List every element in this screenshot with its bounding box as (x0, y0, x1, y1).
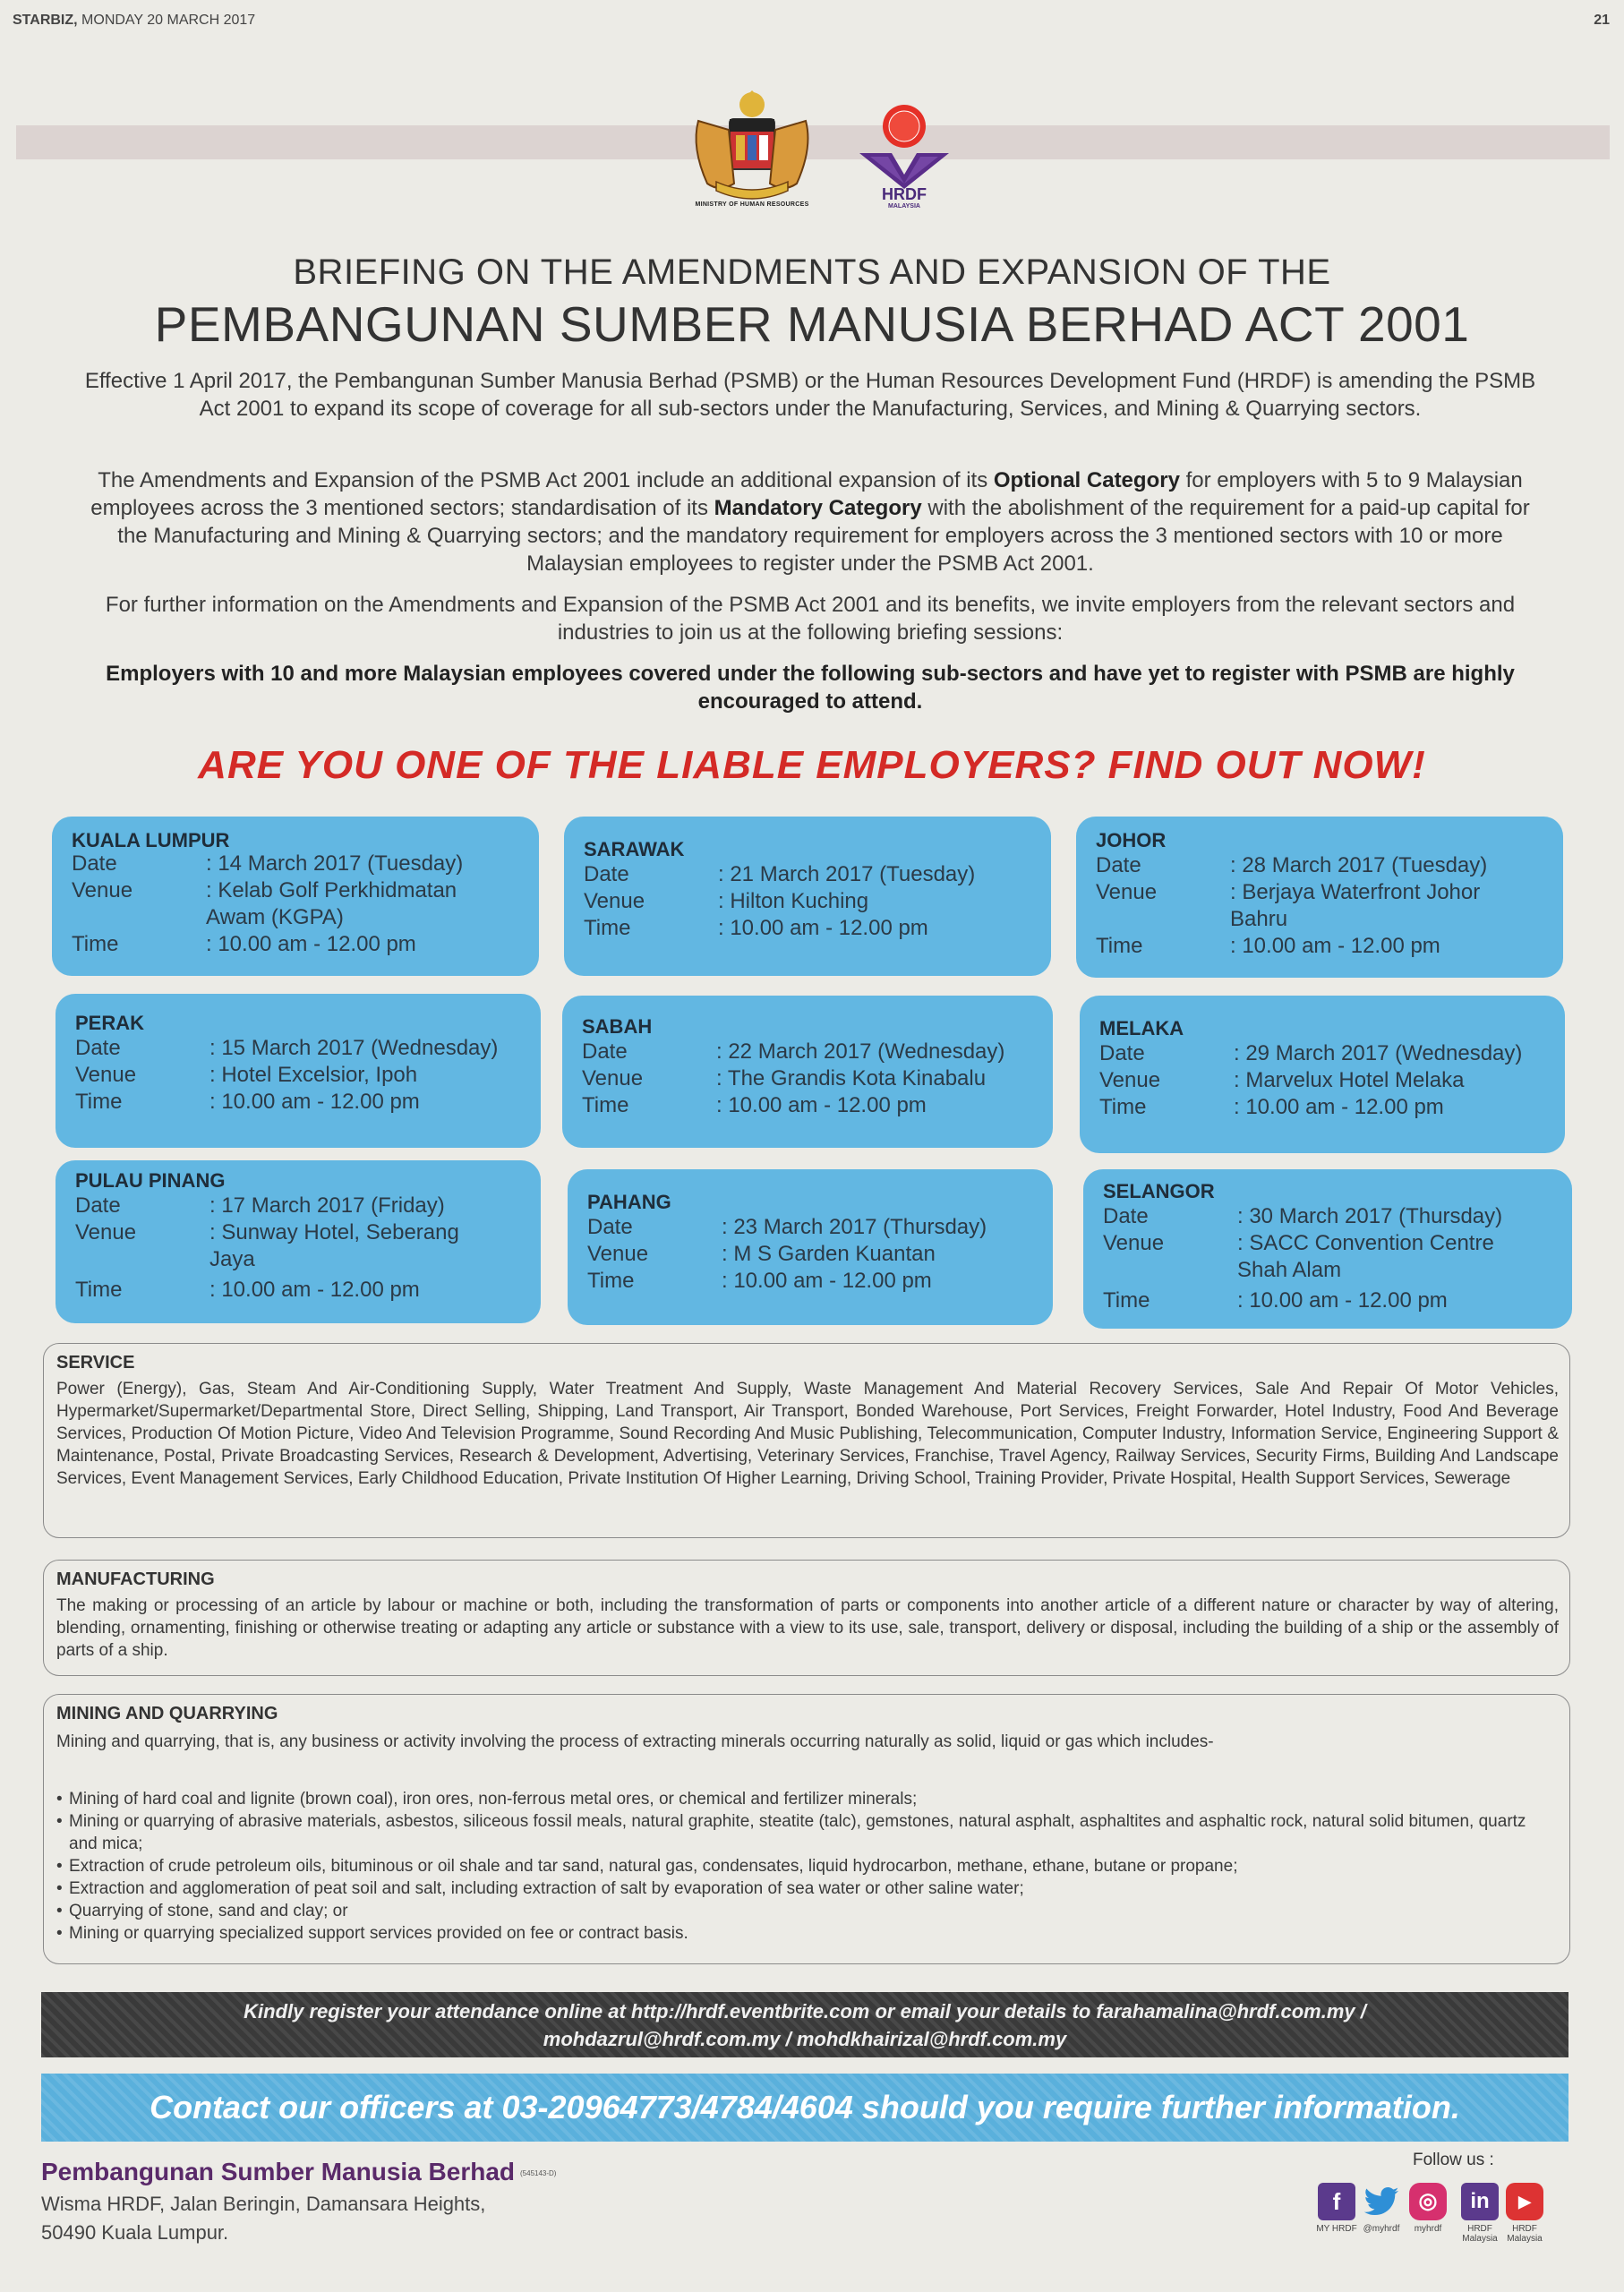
service-heading: SERVICE (56, 1353, 135, 1373)
session-card-johor: JOHOR Date : 28 March 2017 (Tuesday) Venue : Berjaya Waterfront Johor Bahru Time : 10.00 am - 12.00 pm (1076, 817, 1563, 978)
session-date: : 28 March 2017 (Tuesday) (1230, 853, 1488, 877)
session-date: : 17 March 2017 (Friday) (209, 1193, 445, 1218)
session-card-perak: PERAK Date : 15 March 2017 (Wednesday) Venue : Hotel Excelsior, Ipoh Time : 10.00 am - 12.00 pm (56, 994, 541, 1148)
session-region: PULAU PINANG (75, 1169, 226, 1192)
page-title: PEMBANGUNAN SUMBER MANUSIA BERHAD ACT 2001 (154, 296, 1470, 352)
session-venue: : Marvelux Hotel Melaka (1234, 1068, 1465, 1092)
session-venue: : The Grandis Kota Kinabalu (716, 1066, 987, 1090)
session-time: : 10.00 am - 12.00 pm (1230, 934, 1440, 958)
social-label: MY HRDF (1316, 2224, 1357, 2234)
ministry-caption: MINISTRY OF HUMAN RESOURCES (695, 201, 809, 208)
session-time: : 10.00 am - 12.00 pm (716, 1093, 927, 1117)
session-date: : 15 March 2017 (Wednesday) (209, 1036, 499, 1060)
intro-paragraph-1: Effective 1 April 2017, the Pembangunan Sumber Manusia Berhad (PSMB) or the Human Resources Development Fund (HRDF) is amending the PSMB Act 2001 to expand its scope of coverage for all sub-sectors under the Manufacturing, Services, and Mining & Quarrying sectors. (84, 369, 1536, 421)
session-time: : 10.00 am - 12.00 pm (718, 916, 928, 940)
session-card-pulau-pinang: PULAU PINANG Date : 17 March 2017 (Friday) Venue : Sunway Hotel, Seberang Jaya Time : 10.00 am - 12.00 pm (56, 1160, 541, 1323)
intro-paragraph-4: Employers with 10 and more Malaysian employees covered under the following sub-sectors and have yet to register with PSMB are highly encouraged to attend. (106, 662, 1515, 714)
session-card-sabah: SABAH Date : 22 March 2017 (Wednesday) Venue : The Grandis Kota Kinabalu Time : 10.00 am - 12.00 pm (562, 996, 1053, 1148)
session-region: JOHOR (1096, 829, 1167, 851)
logos (0, 85, 1624, 228)
optional-category: Optional Category (993, 468, 1180, 492)
session-time: : 10.00 am - 12.00 pm (1237, 1288, 1448, 1313)
manufacturing-text: The making or processing of an article by labour or machine or both, including the transformation of parts or components into another article of a different nature or character by way of altering, blending, ornamenting, finishing or otherwise treating or adapting any article or substance with a view to its use, sale, transport, delivery or disposal, including the building of a ship or the assembly of parts of a ship. (56, 1596, 1559, 1660)
social-label: myhrdf (1414, 2224, 1442, 2234)
session-card-melaka: MELAKA Date : 29 March 2017 (Wednesday) Venue : Marvelux Hotel Melaka Time : 10.00 am - 12.00 pm (1080, 996, 1565, 1153)
session-card-kuala-lumpur: KUALA LUMPUR Date : 14 March 2017 (Tuesday) Venue : Kelab Golf Perkhidmatan Awam (KGPA) Time : 10.00 am - 12.00 pm (52, 817, 539, 976)
linkedin-icon[interactable]: in (1461, 2183, 1499, 2220)
session-date: : 23 March 2017 (Thursday) (722, 1215, 987, 1239)
list-item: • Mining of hard coal and lignite (brown coal), iron ores, non-ferrous metal ores, or chemical and fertilizer minerals; (56, 1788, 1559, 1810)
list-item: • Extraction of crude petroleum oils, bituminous or oil shale and tar sand, natural gas, condensates, liquid hydrocarbon, methane, ethane, butane or propane; (56, 1855, 1559, 1877)
session-venue: : Berjaya Waterfront Johor Bahru (1230, 880, 1481, 931)
session-region: PAHANG (587, 1191, 671, 1213)
malaysia-coat-of-arms-icon (680, 85, 824, 210)
session-region: SABAH (582, 1015, 653, 1038)
session-card-sarawak: SARAWAK Date : 21 March 2017 (Tuesday) Venue : Hilton Kuching Time : 10.00 am - 12.00 pm (564, 817, 1051, 976)
session-date: : 29 March 2017 (Wednesday) (1234, 1041, 1523, 1065)
mining-section (43, 1694, 1570, 1964)
manufacturing-heading: MANUFACTURING (56, 1569, 215, 1589)
mandatory-category: Mandatory Category (714, 496, 922, 520)
session-venue: : Hotel Excelsior, Ipoh (209, 1063, 418, 1087)
intro-paragraph-3: For further information on the Amendments and Expansion of the PSMB Act 2001 and its benefits, we invite employers from the relevant sectors and industries to join us at the following briefing sessions: (105, 593, 1516, 645)
social-label: HRDF Malaysia (1462, 2224, 1498, 2244)
session-region: KUALA LUMPUR (72, 829, 230, 851)
session-region: PERAK (75, 1012, 145, 1034)
service-text: Power (Energy), Gas, Steam And Air-Conditioning Supply, Water Treatment And Supply, Waste Management And Material Recovery Services, Sale And Repair Of Motor Vehicles, Hypermarket/Supermarket/Departmental Store, Direct Selling, Shipping, Land Transport, Air Transport, Bonded Warehouse, Port Services, Freight Forwarder, Hotel Industry, Food And Beverage Services, Production Of Motion Picture, Video And Television Programme, Sound Recording And Music Publishing, Telecommunication, Computer Industry, Information Service, Engineering Support & Maintenance, Postal, Private Broadcasting Services, Research & Development, Advertising, Veterinary Services, Franchise, Travel Agency, Railway Services, Security Firms, Building And Landscape Services, Event Management Services, Early Childhood Education, Private Institution Of Higher Learning, Driving School, Training Provider, Private Hospital, Health Support Services, Sewerage (56, 1380, 1559, 1488)
page-number: 21 (1594, 13, 1610, 28)
footer-address: Wisma HRDF, Jalan Beringin, Damansara Heights, 50490 Kuala Lumpur. (41, 2193, 486, 2244)
session-time: : 10.00 am - 12.00 pm (722, 1269, 932, 1293)
title-line-1: BRIEFING ON THE AMENDMENTS AND EXPANSION OF THE (293, 252, 1331, 292)
list-item: • Mining or quarrying specialized support services provided on fee or contract basis. (56, 1922, 1559, 1945)
intro-paragraph-2: The Amendments and Expansion of the PSMB Act 2001 include an additional expansion of its Optional Category for employers with 5 to 9 Malaysian employees across the 3 mentioned sectors; standardisation of its Mandatory Category with the abolishment of the requirement for a paid-up capital for the Manufacturing and Mining & Quarrying sectors; and the mandatory requirement for employers across the 3 mentioned sectors with 10 or more Malaysian employees to register under the PSMB Act 2001. (90, 468, 1530, 576)
session-time: : 10.00 am - 12.00 pm (209, 1090, 420, 1114)
follow-us-label: Follow us : (1413, 2151, 1494, 2169)
session-time: : 10.00 am - 12.00 pm (1234, 1095, 1444, 1119)
contact-bar: Contact our officers at 03-20964773/4784/4604 should you require further information. (41, 2074, 1568, 2142)
session-date: : 21 March 2017 (Tuesday) (718, 862, 976, 886)
footer-org-name: Pembangunan Sumber Manusia Berhad (545143-D) (41, 2158, 557, 2185)
session-date: : 14 March 2017 (Tuesday) (206, 851, 464, 876)
session-venue: : Kelab Golf Perkhidmatan Awam (KGPA) (206, 878, 457, 929)
masthead-paper: STARBIZ, (13, 13, 78, 28)
social-links (1318, 2183, 1577, 2254)
social-label: HRDF Malaysia (1507, 2224, 1543, 2244)
session-venue: : M S Garden Kuantan (722, 1242, 936, 1266)
mining-intro: Mining and quarrying, that is, any business or activity involving the process of extracting minerals occurring naturally as solid, liquid or gas which includes- (56, 1732, 1214, 1751)
list-item: • Mining or quarrying of abrasive materials, asbestos, siliceous fossil meals, natural graphite, steatite (talc), gemstones, natural asphalt, asphaltites and asphaltic rock, natural solid bitumen, quartz and mica; (56, 1810, 1559, 1855)
hrdf-subtext: MALAYSIA (888, 203, 920, 210)
session-venue: : Hilton Kuching (718, 889, 869, 913)
list-item: • Extraction and agglomeration of peat soil and salt, including extraction of salt by evaporation of sea water or other saline water; (56, 1877, 1559, 1900)
instagram-icon[interactable]: ◎ (1409, 2183, 1447, 2220)
facebook-icon[interactable]: f (1318, 2183, 1355, 2220)
masthead-date: MONDAY 20 MARCH 2017 (81, 13, 256, 28)
liable-headline: ARE YOU ONE OF THE LIABLE EMPLOYERS? FIND OUT NOW! (198, 743, 1426, 787)
list-item: • Quarrying of stone, sand and clay; or (56, 1900, 1559, 1922)
mining-heading: MINING AND QUARRYING (56, 1704, 278, 1723)
session-date: : 22 March 2017 (Wednesday) (716, 1039, 1005, 1064)
session-venue: : SACC Convention Centre Shah Alam (1237, 1231, 1494, 1282)
session-venue: : Sunway Hotel, Seberang Jaya (209, 1220, 459, 1271)
masthead (13, 13, 1610, 34)
mining-list (56, 1788, 1559, 1945)
session-region: SARAWAK (584, 838, 685, 860)
session-card-selangor: SELANGOR Date : 30 March 2017 (Thursday) Venue : SACC Convention Centre Shah Alam Time : 10.00 am - 12.00 pm (1083, 1169, 1572, 1329)
twitter-icon[interactable] (1363, 2183, 1400, 2220)
session-region: SELANGOR (1103, 1180, 1215, 1202)
registration-bar (41, 1992, 1568, 2057)
session-time: : 10.00 am - 12.00 pm (206, 932, 416, 956)
youtube-icon[interactable]: ▶ (1506, 2183, 1543, 2220)
session-time: : 10.00 am - 12.00 pm (209, 1278, 420, 1302)
registration-line-1: Kindly register your attendance online at http://hrdf.eventbrite.com or email your details to farahamalina@hrdf.com.my / (244, 2000, 1366, 2023)
registration-line-2: mohdazrul@hrdf.com.my / mohdkhairizal@hrdf.com.my (543, 2028, 1067, 2050)
hrdf-wordmark: HRDF (882, 185, 927, 203)
service-section (43, 1343, 1570, 1538)
session-date: : 30 March 2017 (Thursday) (1237, 1204, 1503, 1228)
social-label: @myhrdf (1363, 2224, 1400, 2234)
manufacturing-section (43, 1560, 1570, 1676)
session-region: MELAKA (1099, 1017, 1184, 1039)
session-card-pahang: PAHANG Date : 23 March 2017 (Thursday) Venue : M S Garden Kuantan Time : 10.00 am - 12.00 pm (568, 1169, 1053, 1325)
footer-reg-number: (545143-D) (520, 2169, 557, 2178)
